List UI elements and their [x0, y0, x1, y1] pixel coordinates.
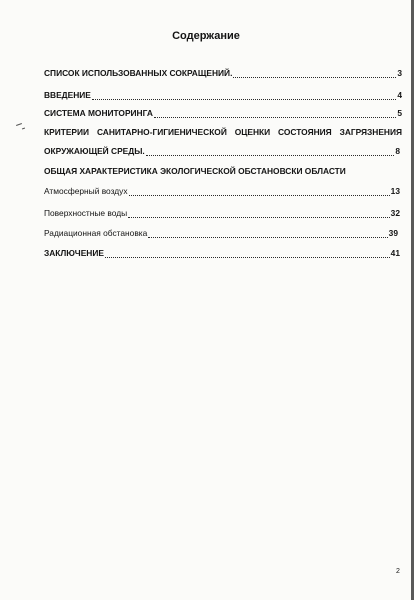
toc-entry-conclusion[interactable]: [44, 248, 400, 258]
toc-entry-page: 4: [397, 90, 402, 100]
scan-speck: [16, 123, 22, 126]
toc-entry-text: СИСТЕМА МОНИТОРИНГА: [44, 108, 153, 118]
toc-entry-text: ЗАКЛЮЧЕНИЕ: [44, 248, 104, 258]
toc-entry-text: СПИСОК ИСПОЛЬЗОВАННЫХ СОКРАЩЕНИЙ.: [44, 68, 233, 78]
toc-leader: [92, 92, 396, 100]
toc-leader: [233, 70, 396, 78]
scan-speck: [22, 128, 25, 130]
toc-section-heading[interactable]: ОБЩАЯ ХАРАКТЕРИСТИКА ЭКОЛОГИЧЕСКОЙ ОБСТАНОВСКИ ОБЛАСТИ: [44, 166, 346, 176]
toc-entry-page: 13: [390, 186, 400, 196]
page-title: Содержание: [172, 30, 240, 42]
toc-entry-text: ОКРУЖАЮЩЕЙ СРЕДЫ.: [44, 146, 145, 156]
toc-entry-text: Поверхностные воды: [44, 208, 128, 218]
toc-leader: [148, 230, 387, 238]
toc-entry-monitoring-system[interactable]: [44, 108, 402, 118]
page-number: 2: [396, 568, 400, 575]
toc-entry-page: 32: [390, 208, 400, 218]
toc-leader: [105, 250, 390, 258]
toc-leader: [129, 188, 390, 196]
toc-entry-page: 41: [390, 248, 400, 258]
toc-leader: [154, 110, 396, 118]
toc-entry-criteria-line1[interactable]: КРИТЕРИИ САНИТАРНО-ГИГИЕНИЧЕСКОЙ ОЦЕНКИ СОСТОЯНИЯ ЗАГРЯЗНЕНИЯ: [44, 127, 402, 137]
toc-entry-surface-water[interactable]: [44, 208, 400, 218]
toc-entry-page: 5: [397, 108, 402, 118]
toc-entry-abbreviations[interactable]: [44, 68, 402, 78]
toc-entry-text: Атмосферный воздух: [44, 186, 128, 196]
toc-leader: [146, 148, 395, 156]
toc-entry-atmospheric-air[interactable]: [44, 186, 400, 196]
toc-entry-page: 39: [388, 228, 398, 238]
toc-entry-introduction[interactable]: [44, 90, 402, 100]
toc-entry-page: 3: [397, 68, 402, 78]
toc-entry-text: Радиационная обстановка: [44, 228, 148, 238]
toc-leader: [128, 210, 390, 218]
toc-entry-radiation[interactable]: [44, 228, 398, 238]
toc-entry-criteria[interactable]: [44, 146, 400, 156]
toc-entry-page: 8: [395, 146, 400, 156]
toc-entry-text: ВВЕДЕНИЕ: [44, 90, 91, 100]
